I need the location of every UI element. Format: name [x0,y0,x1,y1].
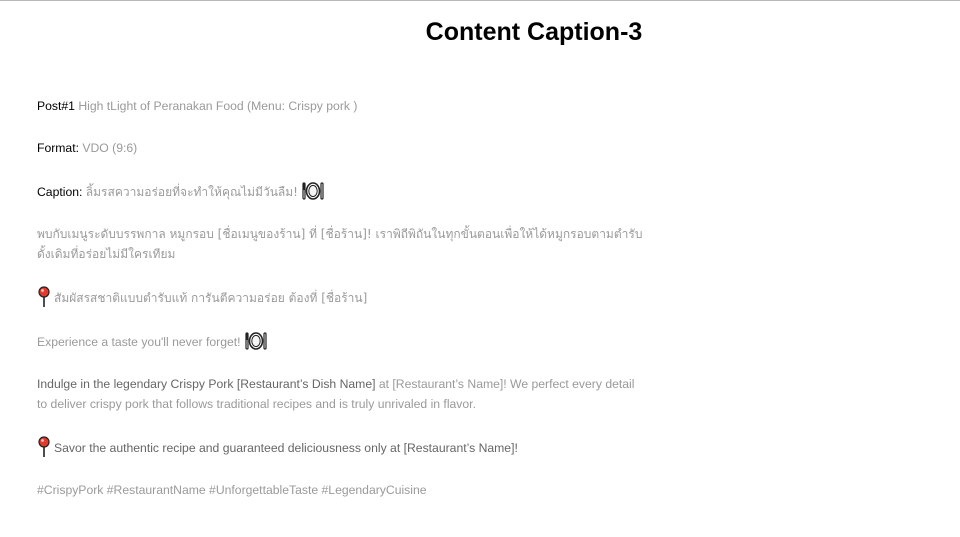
round-pushpin-icon [37,436,51,458]
caption-pin-th-text: สัมผัสรสชาติแบบตำรับแท้ การันตีความอร่อย ต้องที่ [ชื่อร้าน] [54,291,368,305]
spacer [37,264,647,286]
spacer [37,458,647,480]
caption-headline-en-text: Experience a taste you'll never forget! [37,335,241,349]
round-pushpin-icon [37,286,51,308]
format-label: Format: [37,141,79,155]
caption-body-en-line2: to deliver crispy pork that follows traditional recipes and is truly unrivaled in flavor. [37,397,476,411]
post-label: Post#1 [37,99,75,113]
caption-headline-en [37,330,647,352]
format-value: VDO (9:6) [82,141,138,155]
caption-pin-en-text: Savor the authentic recipe and guaranteed deliciousness only at [Restaurant’s Name]! [54,441,518,455]
caption-body-en-line1 [37,374,647,394]
slide-title: Content Caption-3 [425,18,643,46]
spacer [37,202,647,224]
caption-pin-en [37,436,647,458]
top-border-line [0,0,960,1]
caption-headline-th-text: ลิ้มรสความอร่อยที่จะทำให้คุณไม่มีวันลืม! [85,185,298,199]
caption-body [37,96,647,500]
spacer [37,352,647,374]
format-line [37,138,647,158]
post-line [37,96,647,116]
spacer [37,308,647,330]
caption-body-en-rest: at [Restaurant’s Name]! We perfect every detail [375,377,635,391]
post-value: High tLight of Peranakan Food (Menu: Crispy pork ) [78,99,358,113]
caption-body-th-line1: พบกับเมนูระดับบรรพกาล หมูกรอบ [ชื่อเมนูของร้าน] ที่ [ชื่อร้าน]! เราพิถีพิถันในทุกขั้นตอนเพื่อให้ได้หมูกรอบตามตำรับ [37,227,643,241]
spacer [37,116,647,138]
caption-pin-th [37,286,647,308]
spacer [37,414,647,436]
fork-knife-plate-icon [302,180,324,202]
caption-headline-th [37,180,647,202]
caption-label: Caption: [37,185,83,199]
spacer [37,158,647,180]
caption-body-th-line2: ดั้งเดิมที่อร่อยไม่มีใครเทียม [37,247,176,261]
fork-knife-plate-icon [245,330,267,352]
hashtags: #CrispyPork #RestaurantName #UnforgettableTaste #LegendaryCuisine [37,483,427,497]
caption-body-en-emphasis: Indulge in the legendary Crispy Pork [Restaurant’s Dish Name] [37,377,376,391]
